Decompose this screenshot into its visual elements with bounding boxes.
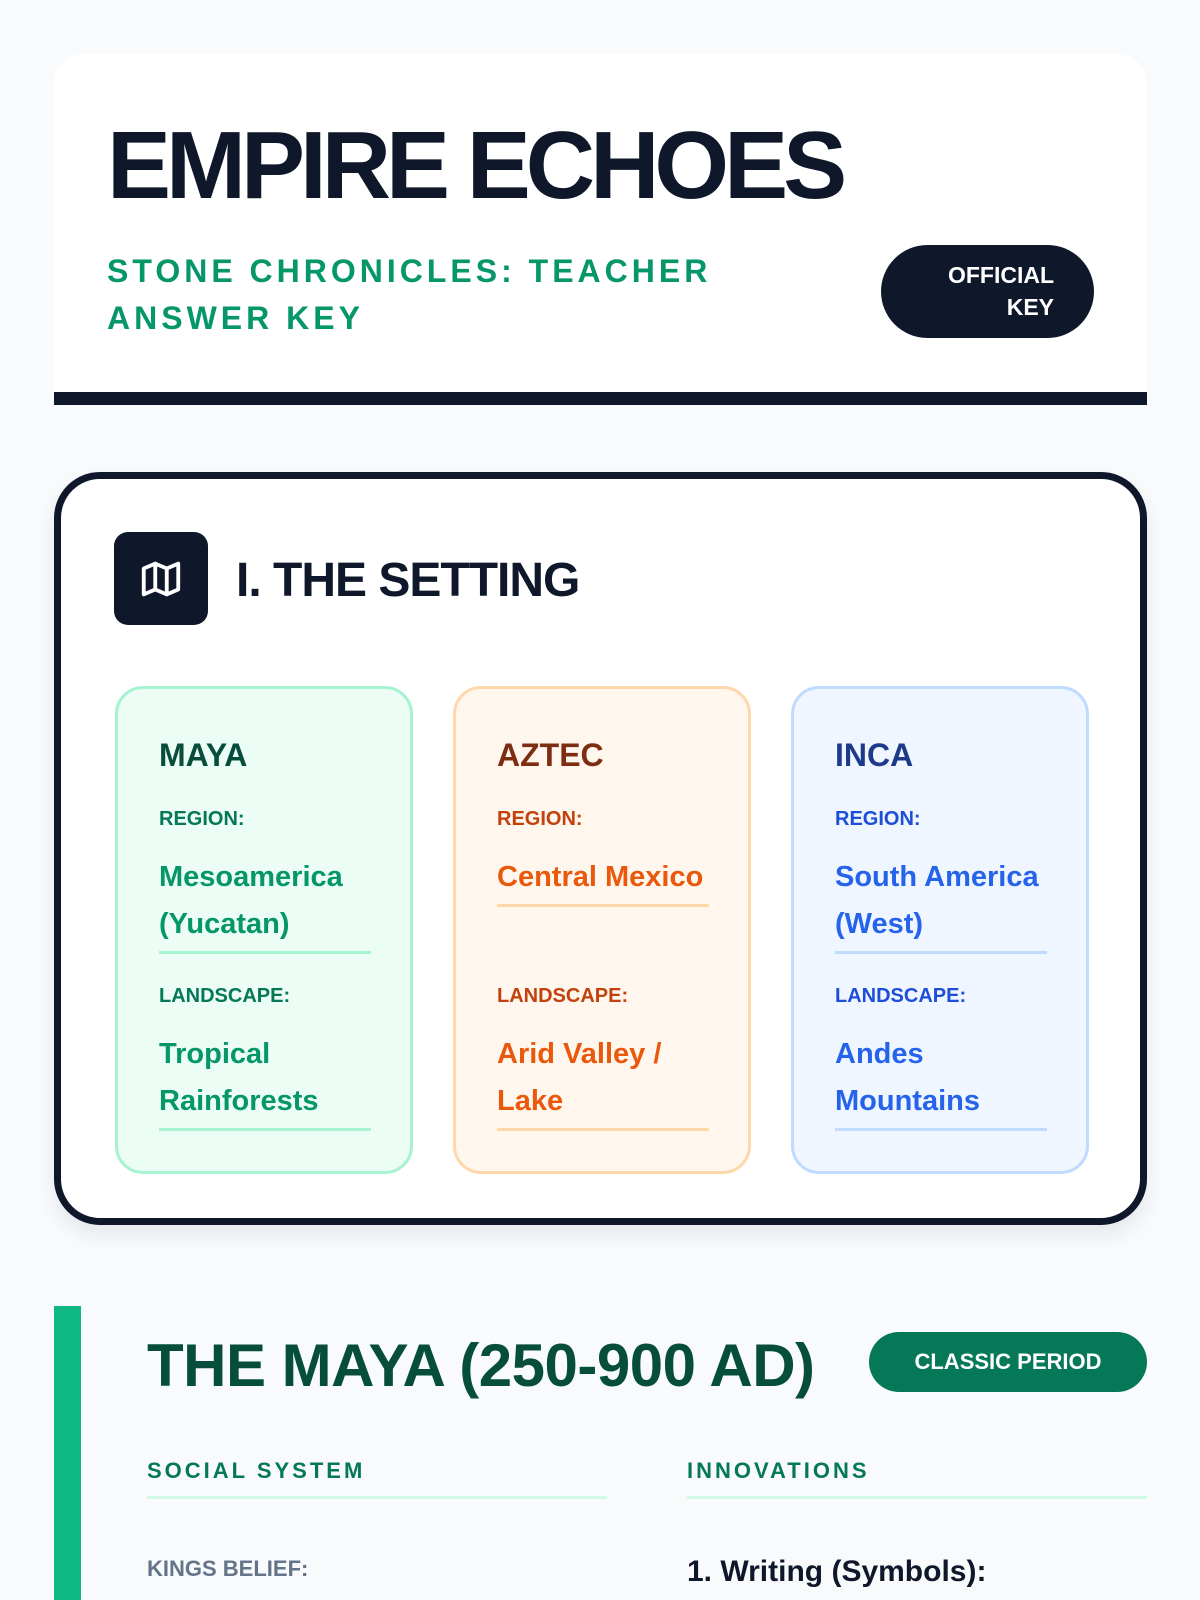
setting-section — [54, 472, 1147, 1225]
region-label: REGION: — [497, 808, 583, 830]
map-icon — [114, 532, 208, 625]
landscape-label: LANDSCAPE: — [835, 985, 967, 1007]
region-value: South America (West) — [835, 854, 1047, 954]
header-card — [54, 54, 1147, 405]
landscape-label: LANDSCAPE: — [159, 985, 291, 1007]
maya-section-title: THE MAYA (250-900 AD) — [147, 1332, 815, 1399]
landscape-value: Arid Valley / Lake — [497, 1031, 709, 1131]
landscape-label: LANDSCAPE: — [497, 985, 629, 1007]
setting-title: I. THE SETTING — [236, 554, 580, 607]
maya-section-accent-bar — [54, 1306, 81, 1600]
social-system-heading: SOCIAL SYSTEM — [147, 1458, 607, 1499]
landscape-value: Andes Mountains — [835, 1031, 1047, 1131]
civ-name: MAYA — [159, 737, 248, 773]
page-title: EMPIRE ECHOES — [107, 112, 843, 219]
region-value: Mesoamerica (Yucatan) — [159, 854, 371, 954]
region-value: Central Mexico — [497, 854, 709, 907]
kings-belief-label: KINGS BELIEF: — [147, 1556, 309, 1581]
classic-period-badge: CLASSIC PERIOD — [869, 1332, 1147, 1392]
region-label: REGION: — [835, 808, 921, 830]
civ-name: AZTEC — [497, 737, 604, 773]
civ-card-maya — [115, 686, 413, 1174]
region-label: REGION: — [159, 808, 245, 830]
landscape-value: Tropical Rainforests — [159, 1031, 371, 1131]
official-key-badge: OFFICIAL KEY — [881, 245, 1094, 338]
page-subtitle: STONE CHRONICLES: TEACHER ANSWER KEY — [107, 253, 712, 336]
innovation-writing-item: 1. Writing (Symbols): — [687, 1555, 987, 1588]
innovations-heading: INNOVATIONS — [687, 1458, 1147, 1499]
civ-name: INCA — [835, 737, 914, 773]
civ-card-inca — [791, 686, 1089, 1174]
civ-card-aztec — [453, 686, 751, 1174]
